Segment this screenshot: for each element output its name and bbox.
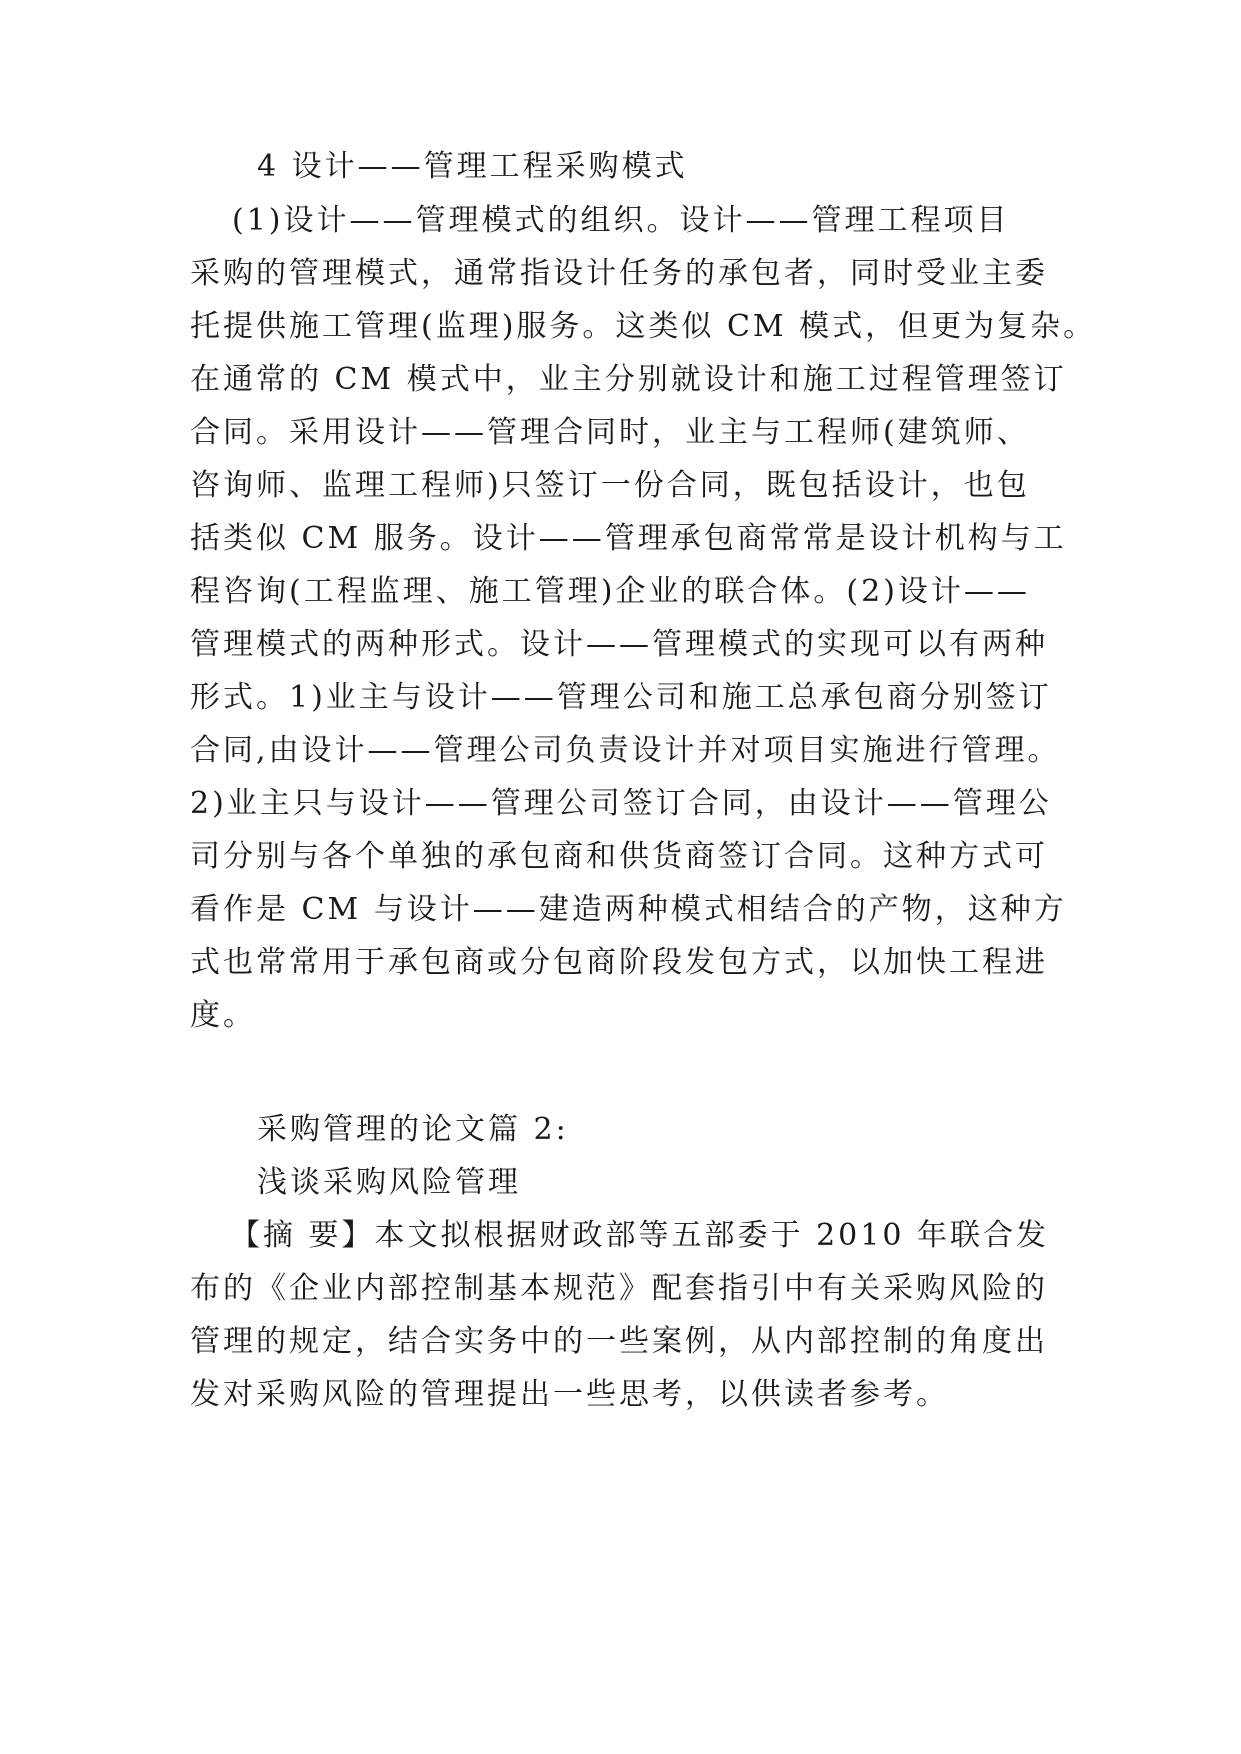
paragraph-line: 托提供施工管理(监理)服务。这类似 CM 模式，但更为复杂。 <box>190 309 1097 344</box>
paragraph-line: 看作是 CM 与设计——建造两种模式相结合的产物，这种方 <box>190 892 1067 927</box>
paragraph-line: 合同。采用设计——管理合同时，业主与工程师(建筑师、 <box>190 415 1030 450</box>
paragraph-line: 采购的管理模式，通常指设计任务的承包者，同时受业主委 <box>190 256 1048 291</box>
paragraph-line: 括类似 CM 服务。设计——管理承包商常常是设计机构与工 <box>190 521 1067 556</box>
article-title: 浅谈采购风险管理 <box>257 1165 521 1200</box>
abstract-line: 发对采购风险的管理提出一些思考，以供读者参考。 <box>190 1377 949 1412</box>
paragraph-line: 咨询师、监理工程师)只签订一份合同，既包括设计，也包 <box>190 468 1030 503</box>
paragraph-line: 程咨询(工程监理、施工管理)企业的联合体。(2)设计—— <box>190 574 1030 609</box>
section-heading: 4 设计——管理工程采购模式 <box>257 149 688 184</box>
paragraph-line: 2)业主只与设计——管理公司签订合同，由设计——管理公 <box>190 786 1052 821</box>
paragraph-line: 形式。1)业主与设计——管理公司和施工总承包商分别签订 <box>190 680 1052 715</box>
abstract-line: 布的《企业内部控制基本规范》配套指引中有关采购风险的 <box>190 1271 1048 1306</box>
paragraph-line: (1)设计——管理模式的组织。设计——管理工程项目 <box>232 203 1010 238</box>
abstract-line: 管理的规定，结合实务中的一些案例，从内部控制的角度出 <box>190 1324 1048 1359</box>
abstract-line: 【摘 要】本文拟根据财政部等五部委于 2010 年联合发 <box>230 1218 1049 1253</box>
paragraph-line: 司分别与各个单独的承包商和供货商签订合同。这种方式可 <box>190 839 1048 874</box>
article-label: 采购管理的论文篇 2: <box>257 1112 569 1147</box>
paragraph-line: 度。 <box>190 998 256 1033</box>
paragraph-line: 合同,由设计——管理公司负责设计并对项目实施进行管理。 <box>190 733 1061 768</box>
paragraph-line: 在通常的 CM 模式中，业主分别就设计和施工过程管理签订 <box>190 362 1067 397</box>
paragraph-line: 管理模式的两种形式。设计——管理模式的实现可以有两种 <box>190 627 1048 662</box>
paragraph-line: 式也常常用于承包商或分包商阶段发包方式，以加快工程进 <box>190 945 1048 980</box>
